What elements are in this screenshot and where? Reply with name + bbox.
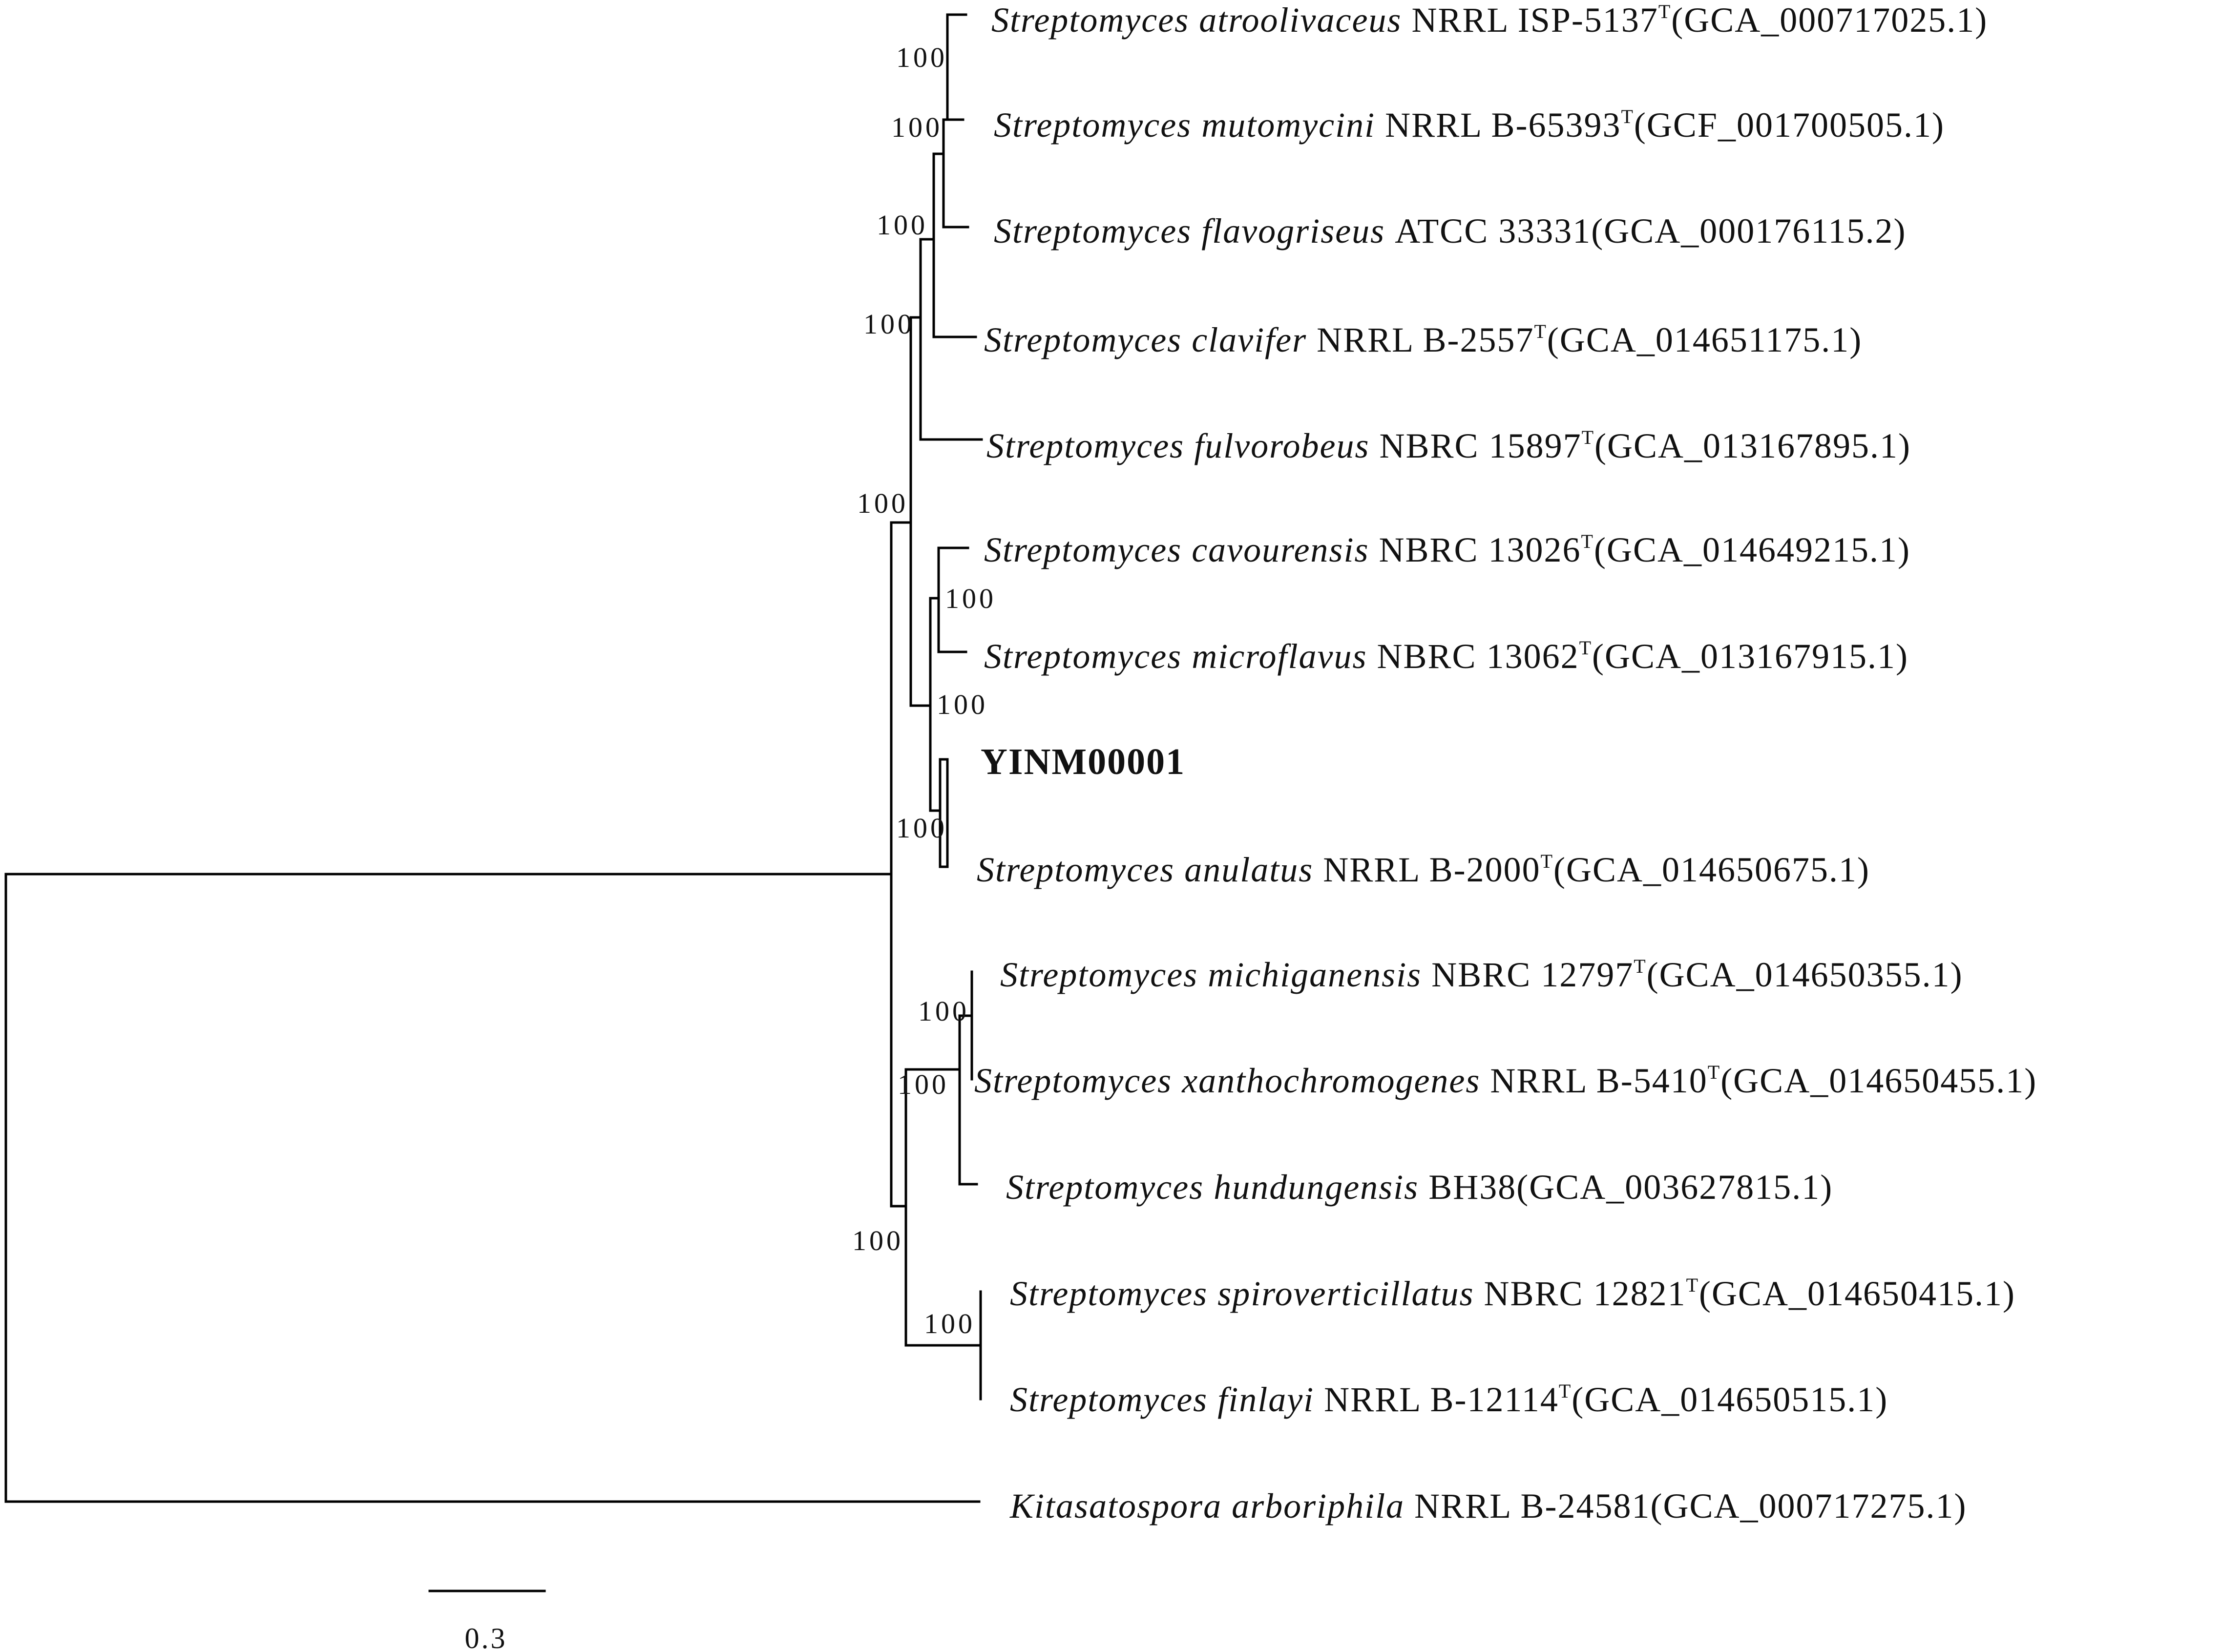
type-strain-mark: T bbox=[1581, 530, 1594, 552]
taxon-strain: NBRC 12821 bbox=[1484, 1274, 1686, 1313]
taxon-species: Streptomyces anulatus bbox=[977, 850, 1323, 889]
taxon-accession: (GCA_014650355.1) bbox=[1646, 955, 1963, 994]
taxon-accession: (GCA_014649215.1) bbox=[1593, 530, 1910, 569]
scale-bar bbox=[430, 1591, 545, 1652]
taxon-accession: (GCA_014650515.1) bbox=[1572, 1380, 1888, 1419]
bootstrap-labels bbox=[852, 42, 996, 1339]
taxon-label bbox=[981, 741, 1185, 782]
taxon-species: Streptomyces microflavus bbox=[984, 637, 1377, 676]
taxon-accession: (GCA_014651175.1) bbox=[1547, 320, 1863, 359]
taxon-strain: ATCC 33331 bbox=[1395, 211, 1592, 251]
taxon-strain: NRRL B-24581 bbox=[1414, 1486, 1651, 1526]
type-strain-mark: T bbox=[1540, 850, 1554, 872]
taxon-strain: YINM00001 bbox=[981, 741, 1186, 782]
type-strain-mark: T bbox=[1707, 1061, 1721, 1083]
tree-branches bbox=[6, 15, 982, 1502]
bootstrap-value: 100 bbox=[857, 487, 908, 519]
taxon-species: Streptomyces atroolivaceus bbox=[991, 0, 1412, 40]
taxon-strain: NBRC 15897 bbox=[1379, 426, 1582, 465]
bootstrap-value: 100 bbox=[918, 995, 969, 1027]
taxon-label bbox=[991, 0, 1988, 40]
taxon-label bbox=[994, 211, 1907, 251]
bootstrap-value: 100 bbox=[896, 42, 947, 73]
bootstrap-value: 100 bbox=[863, 308, 915, 340]
taxon-label bbox=[977, 850, 1870, 889]
taxon-strain: NRRL B-2000 bbox=[1323, 850, 1541, 889]
taxon-species: Streptomyces finlayi bbox=[1010, 1380, 1324, 1419]
taxon-species: Streptomyces clavifer bbox=[984, 320, 1317, 359]
taxon-accession: (GCA_000176115.2) bbox=[1591, 211, 1907, 251]
taxon-accession: (GCA_014650675.1) bbox=[1553, 850, 1870, 889]
taxon-strain: NBRC 13062 bbox=[1377, 637, 1579, 676]
taxon-label bbox=[974, 1061, 2037, 1100]
type-strain-mark: T bbox=[1581, 426, 1595, 448]
type-strain-mark: T bbox=[1534, 320, 1547, 342]
taxon-label bbox=[1006, 1168, 1833, 1207]
taxon-label bbox=[994, 105, 1945, 145]
type-strain-mark: T bbox=[1558, 1380, 1572, 1402]
taxon-accession: (GCF_001700505.1) bbox=[1634, 105, 1945, 145]
type-strain-mark: T bbox=[1658, 0, 1672, 22]
bootstrap-value: 100 bbox=[924, 1308, 975, 1339]
taxon-strain: NBRC 12797 bbox=[1431, 955, 1634, 994]
taxon-species: Streptomyces michiganensis bbox=[1000, 955, 1432, 994]
taxon-strain: BH38 bbox=[1428, 1168, 1517, 1207]
taxon-species: Kitasatospora arboriphila bbox=[1010, 1486, 1415, 1526]
type-strain-mark: T bbox=[1634, 955, 1647, 977]
bootstrap-value: 100 bbox=[898, 1068, 949, 1100]
taxon-accession: (GCA_013167895.1) bbox=[1594, 426, 1911, 465]
bootstrap-value: 100 bbox=[945, 583, 996, 614]
taxon-label bbox=[1010, 1274, 2015, 1313]
taxon-species: Streptomyces flavogriseus bbox=[994, 211, 1395, 251]
taxon-strain: NRRL B-12114 bbox=[1324, 1380, 1559, 1419]
taxon-label bbox=[986, 426, 1911, 465]
taxon-label bbox=[984, 530, 1910, 569]
type-strain-mark: T bbox=[1686, 1274, 1699, 1296]
taxon-species: Streptomyces cavourensis bbox=[984, 530, 1379, 569]
taxon-label bbox=[984, 320, 1862, 359]
type-strain-mark: T bbox=[1621, 105, 1634, 127]
bootstrap-value: 100 bbox=[891, 111, 943, 143]
taxon-accession: (GCA_014650415.1) bbox=[1699, 1274, 2015, 1313]
bootstrap-value: 100 bbox=[852, 1225, 903, 1256]
taxon-labels bbox=[974, 0, 2037, 1526]
taxon-strain: NBRC 13026 bbox=[1379, 530, 1581, 569]
scale-bar-label: 0.3 bbox=[464, 1622, 507, 1652]
taxon-species: Streptomyces spiroverticillatus bbox=[1010, 1274, 1484, 1313]
taxon-species: Streptomyces mutomycini bbox=[994, 105, 1385, 145]
taxon-species: Streptomyces xanthochromogenes bbox=[974, 1061, 1490, 1100]
taxon-accession: (GCA_014650455.1) bbox=[1720, 1061, 2037, 1100]
taxon-label bbox=[984, 637, 1908, 676]
taxon-label bbox=[1009, 1486, 1967, 1526]
bootstrap-value: 100 bbox=[896, 812, 947, 844]
taxon-accession: (GCA_013167915.1) bbox=[1592, 637, 1908, 676]
taxon-strain: NRRL B-2557 bbox=[1317, 320, 1534, 359]
bootstrap-value: 100 bbox=[937, 689, 988, 720]
taxon-species: Streptomyces fulvorobeus bbox=[986, 426, 1380, 465]
taxon-strain: NRRL B-5410 bbox=[1490, 1061, 1708, 1100]
bootstrap-value: 100 bbox=[877, 209, 928, 241]
taxon-accession: (GCA_003627815.1) bbox=[1516, 1168, 1833, 1207]
taxon-label bbox=[1000, 955, 1963, 994]
taxon-species: Streptomyces hundungensis bbox=[1006, 1168, 1429, 1207]
taxon-accession: (GCA_000717275.1) bbox=[1650, 1486, 1967, 1526]
taxon-strain: NRRL B-65393 bbox=[1385, 105, 1621, 145]
taxon-label bbox=[1010, 1380, 1888, 1419]
taxon-accession: (GCA_000717025.1) bbox=[1671, 0, 1988, 40]
type-strain-mark: T bbox=[1579, 637, 1593, 659]
taxon-strain: NRRL ISP-5137 bbox=[1411, 0, 1658, 40]
